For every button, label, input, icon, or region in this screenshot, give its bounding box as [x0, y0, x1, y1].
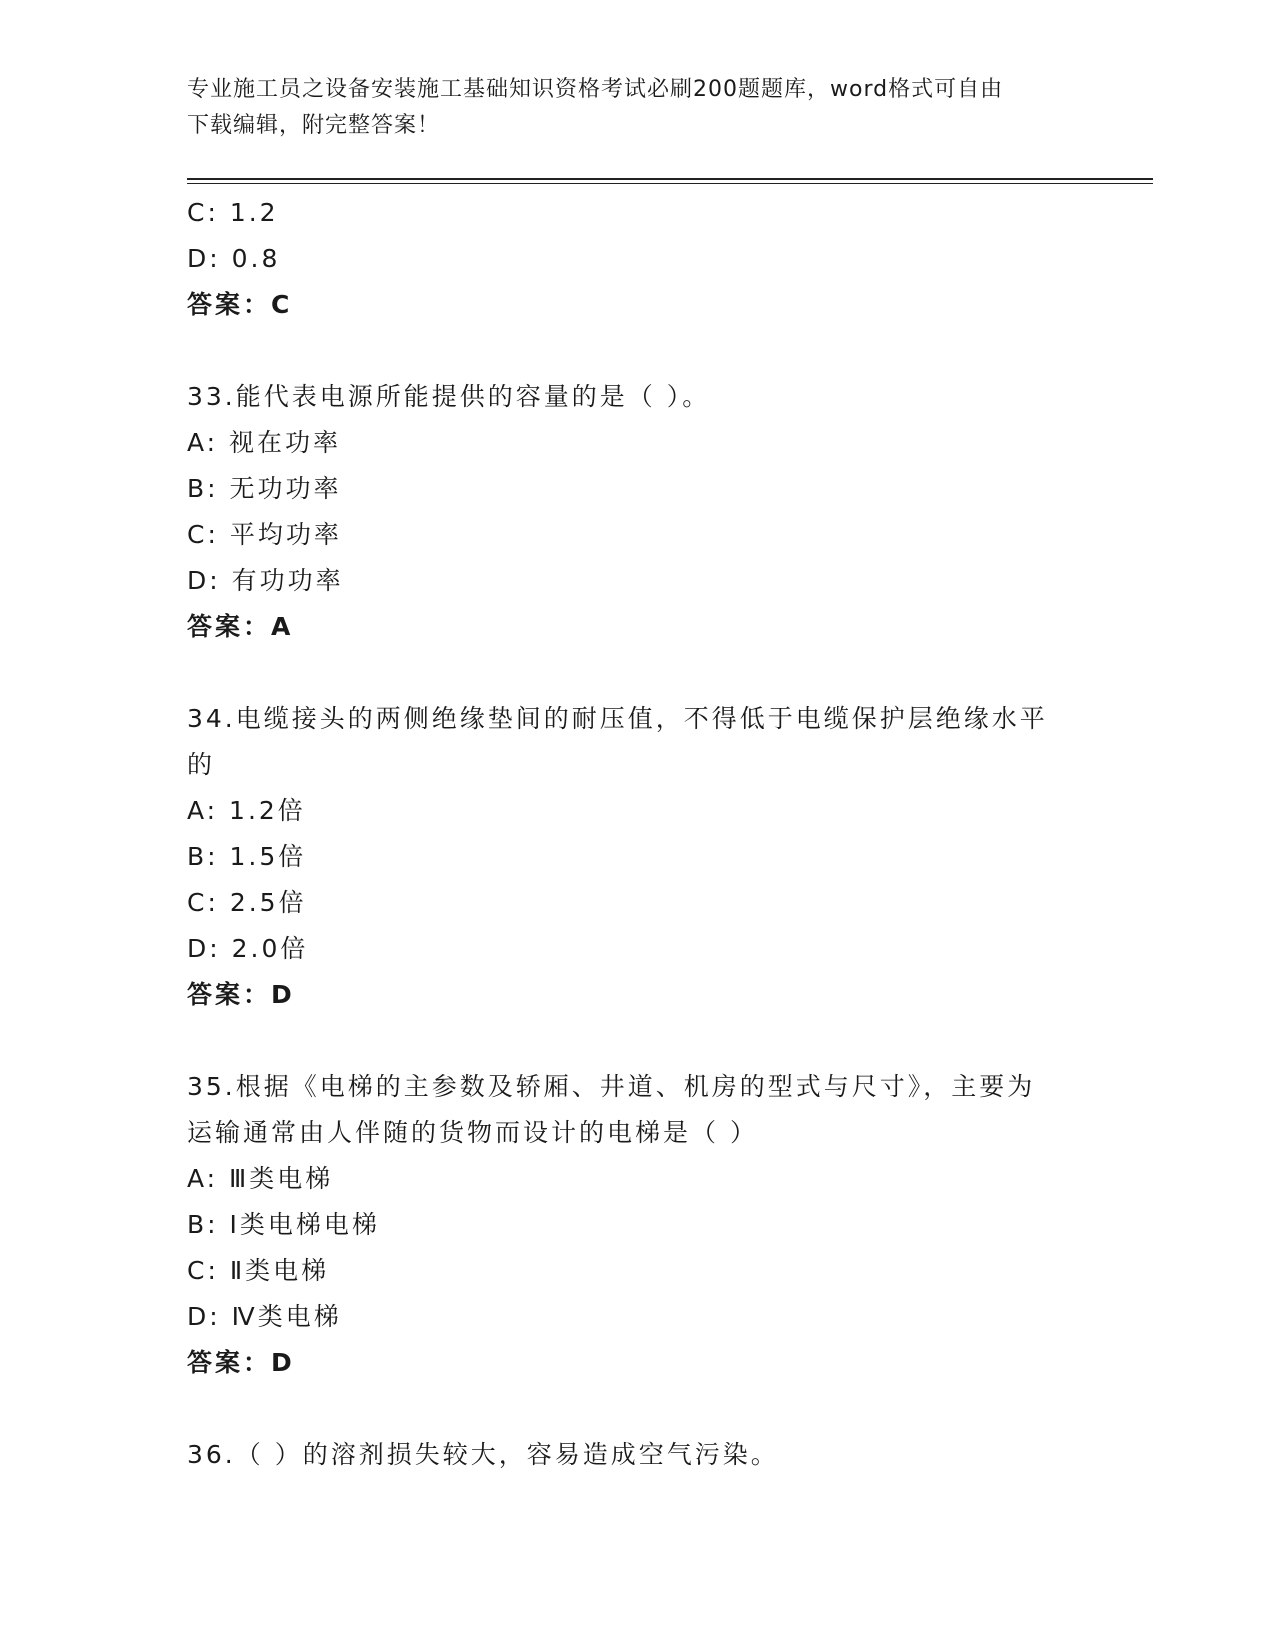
option-a: A: 视在功率	[187, 428, 342, 457]
option-d: D: 0.8	[187, 244, 281, 273]
question-list	[187, 190, 1087, 1478]
question-stem-line-2: 运输通常由人伴随的货物而设计的电梯是（ ）	[187, 1118, 758, 1147]
question-block-35	[187, 1064, 1087, 1386]
header-line-1: 专业施工员之设备安装施工基础知识资格考试必刷200题题库，word格式可自由	[187, 77, 1004, 102]
question-stem-line-1: 35.根据《电梯的主参数及轿厢、井道、机房的型式与尺寸》，主要为	[187, 1072, 1036, 1101]
question-block-32	[187, 190, 1087, 328]
option-d: D: Ⅳ类电梯	[187, 1302, 342, 1331]
option-b: B: 1.5倍	[187, 842, 307, 871]
question-block-36	[187, 1432, 1087, 1478]
answer: 答案：D	[187, 980, 295, 1009]
answer: 答案：A	[187, 612, 294, 641]
option-c: C: Ⅱ类电梯	[187, 1256, 330, 1285]
question-block-33	[187, 374, 1087, 650]
document-header	[187, 72, 1087, 144]
question-stem-line-2: 的	[187, 750, 216, 779]
option-a: A: Ⅲ类电梯	[187, 1164, 334, 1193]
option-c: C: 2.5倍	[187, 888, 307, 917]
answer: 答案：D	[187, 1348, 295, 1377]
option-b: B: 无功功率	[187, 474, 342, 503]
option-c: C: 平均功率	[187, 520, 342, 549]
question-stem: 33.能代表电源所能提供的容量的是（ ）。	[187, 382, 711, 411]
question-block-34	[187, 696, 1087, 1018]
option-d: D: 有功功率	[187, 566, 344, 595]
option-a: A: 1.2倍	[187, 796, 306, 825]
answer: 答案：C	[187, 290, 293, 319]
question-stem: 36.（ ）的溶剂损失较大，容易造成空气污染。	[187, 1440, 779, 1469]
option-d: D: 2.0倍	[187, 934, 309, 963]
question-stem-line-1: 34.电缆接头的两侧绝缘垫间的耐压值，不得低于电缆保护层绝缘水平	[187, 704, 1048, 733]
header-divider-thick	[187, 178, 1153, 180]
header-divider-thin	[187, 183, 1153, 184]
option-c: C: 1.2	[187, 198, 279, 227]
option-b: B: Ⅰ类电梯电梯	[187, 1210, 380, 1239]
header-line-2: 下载编辑，附完整答案！	[187, 113, 441, 138]
